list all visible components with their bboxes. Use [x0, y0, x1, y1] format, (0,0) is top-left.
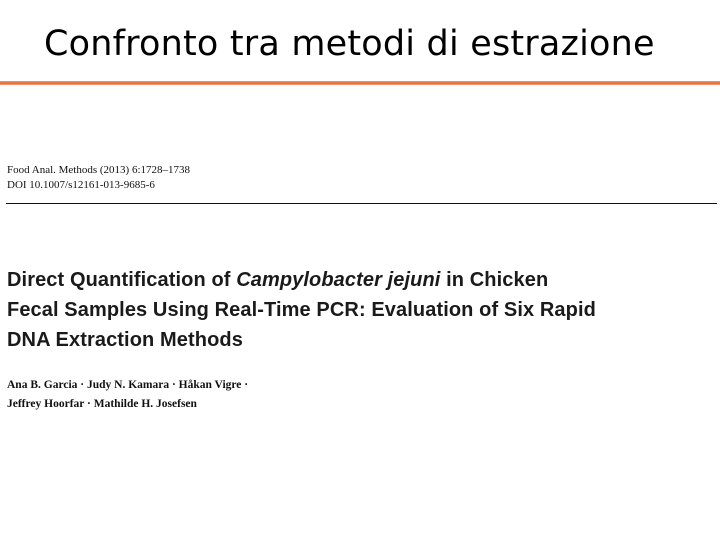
paper-title-line-3: DNA Extraction Methods [7, 329, 243, 351]
paper-authors [7, 376, 248, 414]
title-text-1: Direct Quantification of [7, 269, 237, 291]
journal-citation: Food Anal. Methods (2013) 6:1728–1738 [7, 164, 191, 176]
slide-title: Confronto tra metodi di estrazione [44, 24, 655, 64]
paper-citation [7, 163, 190, 193]
title-accent-divider [0, 81, 720, 85]
doi: DOI 10.1007/s12161-013-9685-6 [7, 179, 155, 191]
paper-title-line-2: Fecal Samples Using Real-Time PCR: Evaluation of Six Rapid [7, 299, 596, 321]
authors-line-2: Jeffrey Hoorfar · Mathilde H. Josefsen [7, 398, 197, 410]
title-text-2: in Chicken [440, 269, 549, 291]
paper-title-line-1 [7, 265, 712, 295]
paper-title [7, 265, 712, 355]
authors-line-1: Ana B. Garcia · Judy N. Kamara · Håkan Vigre · [7, 379, 249, 391]
title-species: Campylobacter jejuni [236, 269, 441, 291]
paper-header-rule [6, 203, 717, 204]
